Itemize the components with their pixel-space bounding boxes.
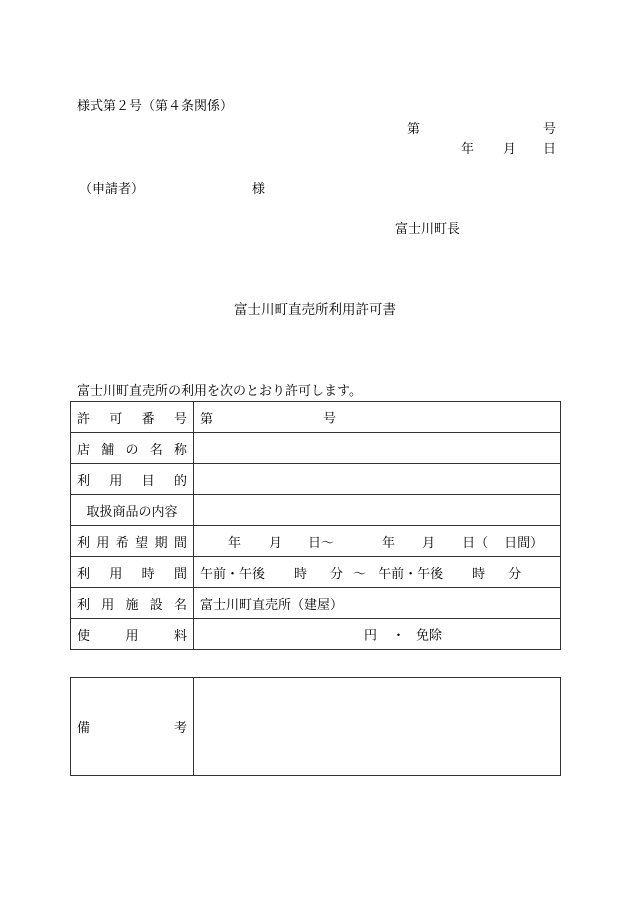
value-fee xyxy=(194,619,561,650)
label-remarks xyxy=(71,678,194,776)
value-hours xyxy=(194,557,561,588)
period-day1: 日〜 xyxy=(308,535,335,551)
page-title: 富士川町直売所利用許可書 xyxy=(234,302,396,318)
value-period xyxy=(194,526,561,557)
date-day: 日 xyxy=(543,142,557,157)
fee-exempt: 免除 xyxy=(416,628,443,644)
label-char: 利 xyxy=(77,535,91,551)
label-purpose xyxy=(71,464,194,495)
table-row xyxy=(71,402,561,433)
label-char: 時 xyxy=(141,566,155,582)
table-row xyxy=(71,588,561,619)
label-char: 間 xyxy=(173,535,187,551)
spread-label xyxy=(77,625,187,644)
permit-number-suffix: 号 xyxy=(323,411,337,427)
label-permit-number xyxy=(71,402,194,433)
form-number: 様式第２号（第４条関係） xyxy=(77,99,234,114)
document-number-prefix: 第 xyxy=(407,122,421,137)
label-char: 可 xyxy=(109,411,123,427)
applicant-label: （申請者） xyxy=(79,182,145,197)
fee-yen: 円 xyxy=(364,628,378,644)
table-row xyxy=(71,495,561,526)
date-year: 年 xyxy=(461,142,475,157)
hours-ampm2: 午前・午後 xyxy=(378,566,444,582)
label-char: 備 xyxy=(77,721,91,736)
value-permit-number xyxy=(194,402,561,433)
spread-label xyxy=(77,532,187,551)
table-row xyxy=(71,464,561,495)
spread-label xyxy=(77,439,187,458)
value-purpose xyxy=(194,464,561,495)
period-month1: 月 xyxy=(269,535,283,551)
label-char: 目 xyxy=(141,473,155,489)
hours-hour2: 時 xyxy=(472,566,486,582)
value-remarks xyxy=(194,678,561,776)
label-char: 希 xyxy=(115,535,129,551)
value-goods xyxy=(194,495,561,526)
table-row xyxy=(71,557,561,588)
remarks-table xyxy=(70,677,561,776)
label-char: 名 xyxy=(149,442,163,458)
label-char: 名 xyxy=(173,597,187,613)
period-days: 日間） xyxy=(504,535,544,551)
label-char: 号 xyxy=(173,411,187,427)
spread-label xyxy=(77,408,187,427)
label-char: 利 xyxy=(77,597,91,613)
label-char: 用 xyxy=(109,473,123,489)
table-row xyxy=(71,619,561,650)
label-char: 店 xyxy=(77,442,91,458)
label-char: 設 xyxy=(149,597,163,613)
value-store-name xyxy=(194,433,561,464)
intro-text: 富士川町直売所の利用を次のとおり許可します。 xyxy=(77,384,362,399)
document-number-suffix: 号 xyxy=(543,122,557,137)
table-row xyxy=(71,678,561,776)
period-month2: 月 xyxy=(422,535,436,551)
fee-dot: ・ xyxy=(392,628,406,644)
permit-number-prefix: 第 xyxy=(200,411,214,427)
label-char: 期 xyxy=(154,535,168,551)
label-fee xyxy=(71,619,194,650)
table-row xyxy=(71,433,561,464)
spread-label xyxy=(77,563,187,582)
label-goods xyxy=(71,495,194,526)
label-char: 称 xyxy=(173,442,187,458)
label-char: 用 xyxy=(125,628,139,644)
applicant-honorific: 様 xyxy=(252,182,266,197)
hours-tilde: 〜 xyxy=(353,566,367,582)
spread-label xyxy=(77,470,187,489)
label-char: 番 xyxy=(141,411,155,427)
label-char: 許 xyxy=(77,411,91,427)
label-char: 用 xyxy=(109,566,123,582)
value-facility: 富士川町直売所（建屋） xyxy=(194,588,561,619)
goods-label-text: 取扱商品の内容 xyxy=(86,504,178,520)
date-month: 月 xyxy=(503,142,517,157)
label-char: 利 xyxy=(77,566,91,582)
hours-ampm1: 午前・午後 xyxy=(200,566,266,582)
label-period xyxy=(71,526,194,557)
permit-table xyxy=(70,401,561,650)
label-hours xyxy=(71,557,194,588)
label-char: 使 xyxy=(77,628,91,644)
spread-label xyxy=(77,594,187,613)
table-row xyxy=(71,526,561,557)
label-store-name xyxy=(71,433,194,464)
label-char: 舗 xyxy=(101,442,115,458)
label-char: 的 xyxy=(173,473,187,489)
hours-min1: 分 xyxy=(330,566,344,582)
period-year1: 年 xyxy=(228,535,242,551)
label-char: 考 xyxy=(173,721,187,736)
label-char: 望 xyxy=(135,535,149,551)
period-year2: 年 xyxy=(382,535,396,551)
issuer-name: 富士川町長 xyxy=(395,222,461,237)
label-char: の xyxy=(125,442,139,458)
label-char: 施 xyxy=(125,597,139,613)
hours-min2: 分 xyxy=(508,566,522,582)
label-char: 間 xyxy=(173,566,187,582)
label-char: 用 xyxy=(101,597,115,613)
spread-label xyxy=(77,717,187,736)
label-facility xyxy=(71,588,194,619)
label-char: 用 xyxy=(96,535,110,551)
hours-hour1: 時 xyxy=(294,566,308,582)
label-char: 利 xyxy=(77,473,91,489)
label-char: 料 xyxy=(173,628,187,644)
period-day2: 日（ xyxy=(462,535,489,551)
